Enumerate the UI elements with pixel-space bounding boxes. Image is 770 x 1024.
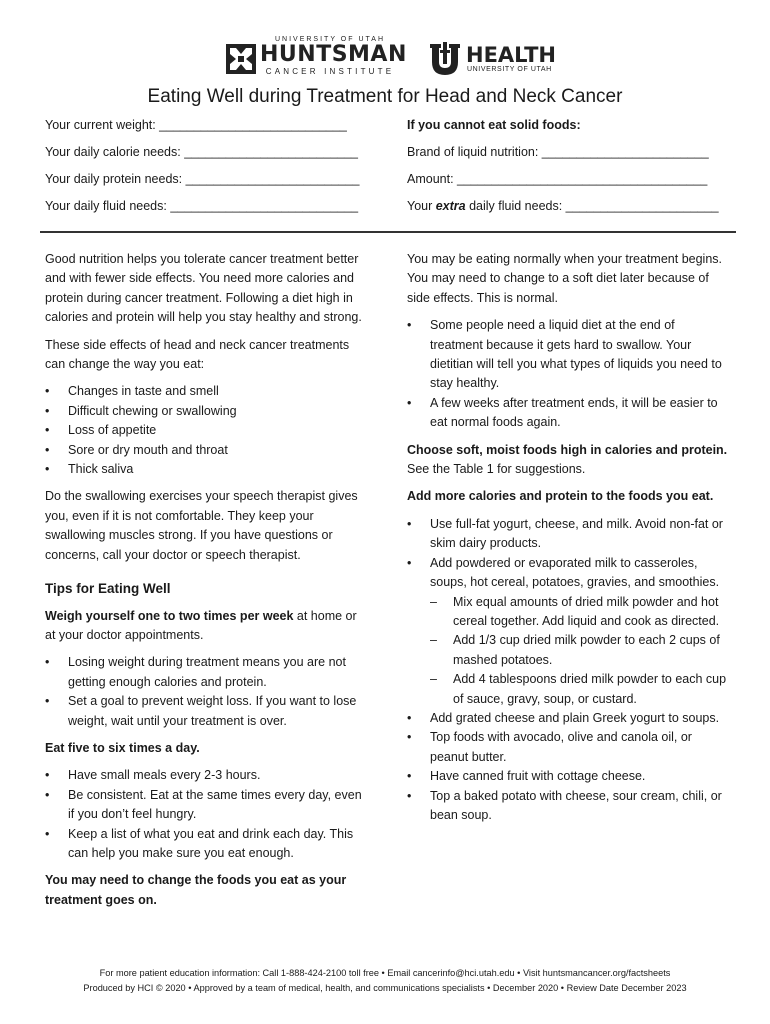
list-item: • Top a baked potato with cheese, sour cream, chili, or bean soup.	[407, 787, 729, 826]
header-logos	[0, 36, 770, 86]
left-column	[45, 250, 365, 918]
eat-heading: Eat five to six times a day.	[45, 740, 200, 755]
footer	[0, 966, 770, 996]
sub-list-item: – Add 1/3 cup dried milk powder to each 2 cups of mashed potatoes.	[430, 631, 729, 670]
protein-needs-field: Your daily protein needs: _________________________	[45, 172, 360, 186]
list-item: • Keep a list of what you eat and drink each day. This can help you make sure you eat enough.	[45, 825, 365, 864]
list-item: • Add grated cheese and plain Greek yogurt to soups.	[407, 709, 729, 728]
right-column	[407, 250, 729, 833]
weigh-list	[45, 653, 365, 731]
list-item: • Changes in taste and smell	[45, 382, 365, 401]
amount-field: Amount: ____________________________________	[407, 172, 708, 186]
page-title: Eating Well during Treatment for Head and Neck Cancer	[147, 86, 623, 107]
list-item: • Losing weight during treatment means you are not getting enough calories and protein.	[45, 653, 365, 692]
list-item: • Set a goal to prevent weight loss. If you want to lose weight, wait until your treatment is over.	[45, 692, 365, 731]
list-item: • Loss of appetite	[45, 421, 365, 440]
solid-foods-heading: If you cannot eat solid foods:	[407, 118, 581, 132]
sub-list-item: – Add 4 tablespoons dried milk powder to each cup of sauce, gravy, soup, or custard.	[430, 670, 729, 709]
footer-produced: Produced by HCI © 2020 • Approved by a team of medical, health, and communications specialists • December 2020 • Review Date December 2023	[83, 983, 687, 993]
eat-list	[45, 766, 365, 863]
weigh-rest: at home or at your doctor appointments.	[45, 608, 357, 642]
weigh-bold: Weigh yourself one to two times per week	[45, 608, 294, 623]
list-item: • Have canned fruit with cottage cheese.	[407, 767, 729, 786]
intro-paragraph: Good nutrition helps you tolerate cancer treatment better and with fewer side effects. You need more calories and protein during cancer treatment. Following a diet high in calories and protein will help you stay healthy and strong.	[45, 252, 362, 325]
sub-list-item: – Mix equal amounts of dried milk powder and hot cereal together. Add liquid and cook as directed.	[430, 593, 729, 632]
uh-sub-text: UNIVERSITY OF UTAH	[467, 66, 552, 73]
list-item	[407, 554, 729, 709]
right-intro: You may be eating normally when your treatment begins. You may need to change to a soft diet later because of side effects. This is normal.	[407, 252, 722, 305]
list-item: • A few weeks after treatment ends, it will be easier to eat normal foods again.	[407, 394, 729, 433]
hci-university-text: UNIVERSITY OF UTAH	[274, 36, 386, 43]
side-effects-intro: These side effects of head and neck cancer treatments can change the way you eat:	[45, 337, 350, 372]
list-item: • Top foods with avocado, olive and canola oil, or peanut butter.	[407, 728, 729, 767]
uh-name-text: HEALTH	[466, 43, 556, 67]
weigh-paragraph	[45, 607, 365, 646]
extra-fluid-emphasis: extra	[435, 199, 466, 213]
footer-contact: For more patient education information: Call 1-888-424-2100 toll free • Email cancerinfo@hci.utah.edu • Visit huntsmancancer.org/factsheets	[99, 968, 671, 978]
list-item: • Use full-fat yogurt, cheese, and milk. Avoid non-fat or skim dairy products.	[407, 515, 729, 554]
side-effects-list	[45, 382, 365, 479]
hci-name-text: HUNTSMAN	[260, 42, 407, 67]
list-item: • Thick saliva	[45, 460, 365, 479]
section-divider	[40, 231, 736, 233]
list-item: • Be consistent. Eat at the same times every day, even if you don’t feel hungry.	[45, 786, 365, 825]
add-heading: Add more calories and protein to the foods you eat.	[407, 489, 714, 504]
list-item: • Difficult chewing or swallowing	[45, 402, 365, 421]
list-item: • Sore or dry mouth and throat	[45, 441, 365, 460]
liquid-brand-field: Brand of liquid nutrition: ________________________	[407, 145, 709, 159]
soft-note: See the Table 1 for suggestions.	[407, 462, 586, 477]
add-list	[407, 515, 729, 826]
block-u-icon	[428, 42, 462, 76]
extra-fluid-prefix: Your	[407, 199, 436, 213]
extra-fluid-field	[407, 199, 719, 213]
huntsman-emblem-icon	[226, 44, 256, 74]
extra-fluid-suffix: daily fluid needs: ______________________	[465, 199, 719, 213]
u-health-logo	[428, 42, 558, 82]
tips-title: Tips for Eating Well	[45, 581, 171, 597]
huntsman-logo	[226, 36, 407, 80]
diet-list	[407, 316, 729, 432]
swallowing-paragraph: Do the swallowing exercises your speech therapist gives you, even if it is not comfortable. They keep your swallowing muscles strong. If you have questions or concerns, call your doctor or speech therapist.	[45, 489, 358, 562]
fill-in-fields	[45, 118, 735, 228]
fluid-needs-field: Your daily fluid needs: ___________________________	[45, 199, 359, 213]
list-item-text: Add powdered or evaporated milk to casseroles, soups, hot cereal, potatoes, gravies, and smoothies.	[430, 555, 720, 590]
soft-heading: Choose soft, moist foods high in calories and protein.	[407, 442, 728, 457]
current-weight-field: Your current weight: ___________________________	[45, 118, 347, 132]
calorie-needs-field: Your daily calorie needs: _________________________	[45, 145, 359, 159]
soft-foods-paragraph	[407, 441, 729, 480]
hci-sub-text: CANCER INSTITUTE	[265, 67, 395, 76]
change-heading: You may need to change the foods you eat as your treatment goes on.	[45, 873, 347, 907]
list-item: • Some people need a liquid diet at the end of treatment because it gets hard to swallow. Your dietitian will tell you what types of liquids you need to stay healthy.	[407, 316, 729, 394]
milk-sublist	[430, 593, 729, 709]
list-item: • Have small meals every 2-3 hours.	[45, 766, 365, 785]
